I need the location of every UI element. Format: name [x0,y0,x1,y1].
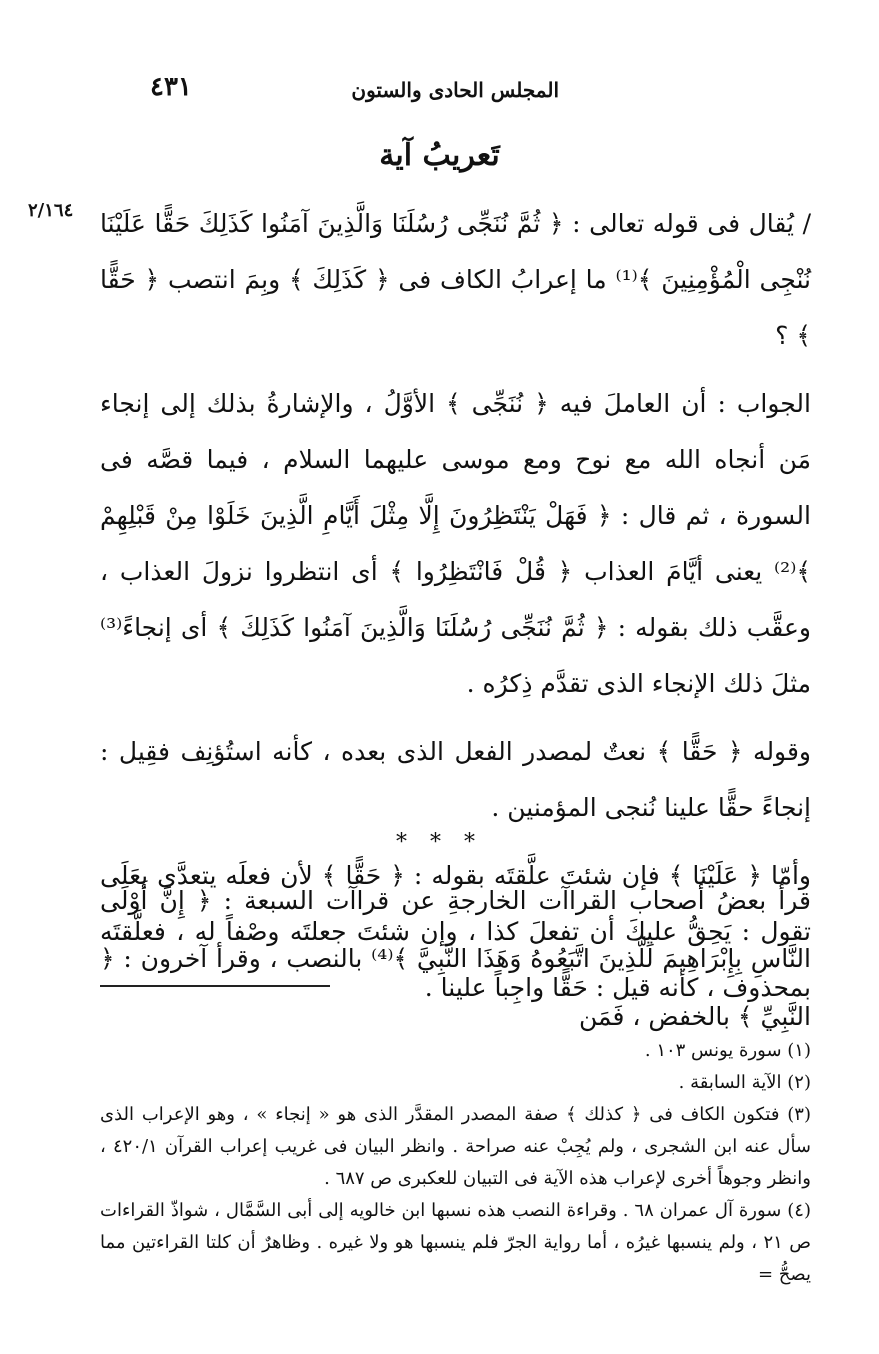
paragraph-readings: قرأ بعضُ أصحاب القراآت الخارجةِ عن قراآت السبعة : ﴿ إِنَّ أَوْلَى النَّاسِ بِإِبْرَاهِيمَ لَلَّذِينَ اتَّبَعُوهُ وَهَذَا النَّبِيَّ ﴾⁽⁴⁾ بالنصب ، وقرأ آخرون : ﴿ النَّبِيِّ ﴾ بالخفض ، فَمَن [100,886,811,1031]
page-header [130,72,809,108]
footnote-rule [100,985,330,987]
page-number: ٤٣١ [150,72,192,102]
paragraph-haqqan: وقوله ﴿ حَقًّا ﴾ نعتٌ لمصدر الفعل الذى بعده ، كأنه استُؤنِف فقِيل : إنجاءً حقًّا علينا نُنجى المؤمنين . [100,737,811,822]
paragraph-answer: الجواب : أن العاملَ فيه ﴿ نُنَجِّى ﴾ الأوَّلُ ، والإشارةُ بذلك إلى إنجاء مَن أنجاه الله مع نوح ومع موسى عليهما السلام ، فيما قصَّه فى السورة ، ثم قال : ﴿ فَهَلْ يَنْتَظِرُونَ إِلَّا مِثْلَ أَيَّامِ الَّذِينَ خَلَوْا مِنْ قَبْلِهِمْ ﴾⁽²⁾ يعنى أيَّامَ العذاب ﴿ قُلْ فَانْتَظِرُوا ﴾ أى انتظروا نزولَ العذاب ، وعقَّب ذلك بقوله : ﴿ ثُمَّ نُنَجِّى رُسُلَنَا وَالَّذِينَ آمَنُوا كَذَلِكَ ﴾ أى إنجاءً⁽³⁾ مثلَ ذلك الإنجاء الذى تقدَّم ذِكرُه . [100,389,811,698]
running-head: المجلس الحادى والستون [351,78,559,102]
footnote-4: (٤) سورة آل عمران ٦٨ . وقراءة النصب هذه نسبها ابن خالويه إلى أبى السَّمَّال ، شواذّ القراءات ص ٢١ ، ولم ينسبها غيرُه ، أما رواية الجرّ فلم ينسبها هو ولا غيره . وظاهرٌ أن كلتا القراءتين مما يصحُّ = [100,1200,811,1285]
footnote-1: (١) سورة يونس ١٠٣ . [644,1040,811,1061]
section-title: تَعريبُ آية [379,138,500,173]
paragraph-alayna: وأمّا ﴿ عَلَيْنَا ﴾ فإن شئتَ علَّقتَه بقوله : ﴿ حَقًّا ﴾ لأن فعلَه يتعدَّى بعَلَى تقول : يَحِقُّ عليكَ أن تفعلَ كذا ، وإن شئتَ جعلتَه وصْفاً له ، فعلَّقتَه بمحذوف ، كأنه قيل : حَقًّا واجِباً علينا . [100,861,811,1002]
margin-reference: ٢/١٦٤ [28,200,74,221]
footnotes [100,1035,811,1291]
footnote-3: (٣) فتكون الكاف فى ﴿ كذلك ﴾ صفة المصدر المقدَّر الذى هو « إنجاء » ، وهو الإعراب الذى سأل عنه ابن الشجرى ، ولم يُجِبْ عنه صراحة . وانظر البيان فى غريب إعراب القرآن ٤٢٠/١ ، وانظر وجوهاً أخرى لإعراب هذه الآية فى التبيان للعكبرى ص ٦٨٧ . [100,1104,812,1189]
paragraph-question: / يُقال فى قوله تعالى : ﴿ ثُمَّ نُنَجِّى رُسُلَنَا وَالَّذِينَ آمَنُوا كَذَلِكَ حَقًّا عَلَيْنَا نُنْجِى الْمُؤْمِنِينَ ﴾⁽¹⁾ ما إعرابُ الكاف فى ﴿ كَذَلِكَ ﴾ وبِمَ انتصب ﴿ حَقًّا ﴾ ؟ [100,209,812,350]
section-separator: * * * [396,830,483,855]
footnote-2: (٢) الآية السابقة . [678,1072,811,1093]
main-text-continued [100,872,811,1046]
